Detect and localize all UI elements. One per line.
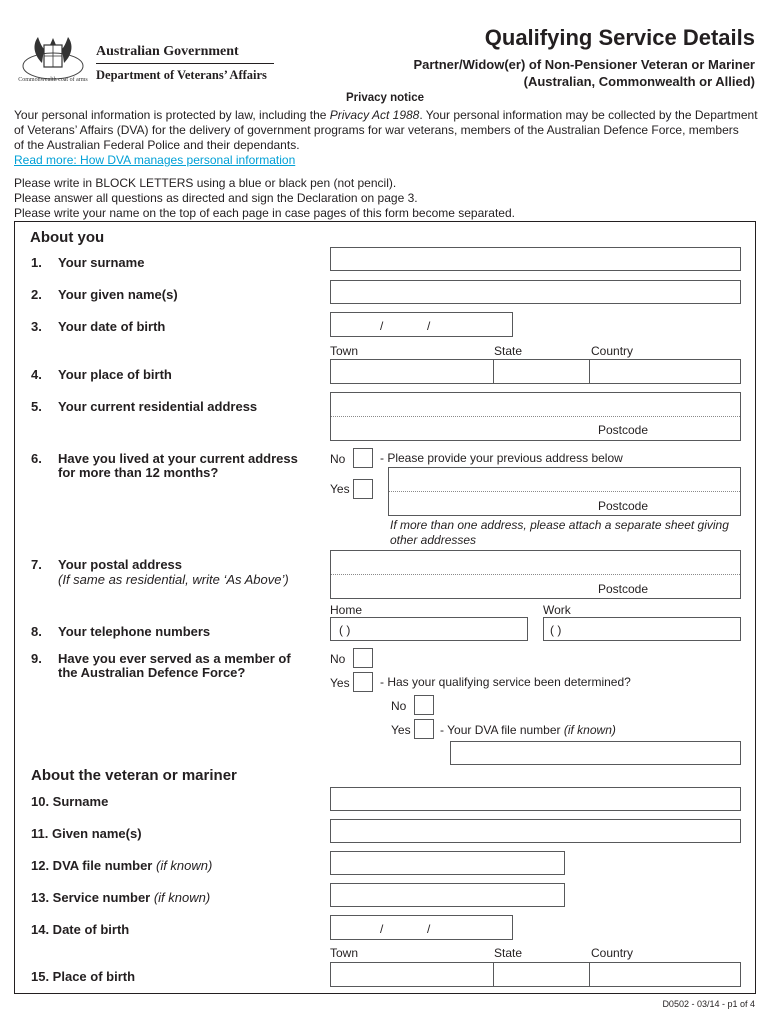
veteran-given-names-input[interactable] <box>330 819 741 843</box>
q3-number: 3. <box>31 319 42 334</box>
work-area-code: ( ) <box>550 623 562 637</box>
q12-ifknown: (if known) <box>155 858 213 873</box>
instruction-1: Please write in BLOCK LETTERS using a blue or black pen (not pencil). <box>14 176 397 190</box>
q9-yes-checkbox[interactable] <box>353 672 373 692</box>
postal-postcode-caption: Postcode <box>598 582 649 596</box>
dept-name: Department of Veterans’ Affairs <box>96 68 267 82</box>
dob-input[interactable] <box>330 312 513 337</box>
q6-no-checkbox[interactable] <box>353 448 373 468</box>
q7-number: 7. <box>31 557 42 572</box>
home-phone-input[interactable] <box>330 617 528 641</box>
q8-label: Your telephone numbers <box>58 624 211 639</box>
privacy-text-1a: Your personal information is protected by law, including the <box>14 108 330 122</box>
previous-address-input[interactable] <box>388 467 741 516</box>
veteran-country-caption: Country <box>591 946 634 960</box>
q14-label: 14. Date of birth <box>31 922 130 937</box>
veteran-surname-input[interactable] <box>330 787 741 811</box>
more-address-note-1: If more than one address, please attach a separate sheet giving <box>390 518 729 532</box>
given-names-input[interactable] <box>330 280 741 304</box>
work-caption: Work <box>543 603 571 617</box>
town-caption: Town <box>330 344 359 358</box>
place-of-birth-input[interactable] <box>330 359 741 384</box>
veteran-dob-input[interactable] <box>330 915 513 940</box>
q9-yes-label: Yes <box>330 676 350 690</box>
crest-logo <box>14 33 92 83</box>
q4-label: Your place of birth <box>58 367 172 382</box>
veteran-place-of-birth-input[interactable] <box>330 962 741 987</box>
work-phone-input[interactable] <box>543 617 741 641</box>
q8-number: 8. <box>31 624 42 639</box>
veteran-town-caption: Town <box>330 946 359 960</box>
q6-label-1: Have you lived at your current address <box>58 451 298 466</box>
dva-file-note <box>440 723 616 737</box>
q9-label-2: the Australian Defence Force? <box>58 665 246 680</box>
q13-label <box>31 890 210 905</box>
q6-yes-label: Yes <box>330 482 350 496</box>
q6-label-2: for more than 12 months? <box>58 465 219 480</box>
q15-label: 15. Place of birth <box>31 969 136 984</box>
q6-number: 6. <box>31 451 42 466</box>
q9-no-checkbox[interactable] <box>353 648 373 668</box>
privacy-text-2: of Veterans’ Affairs (DVA) for the delivery of government programs for war veterans, members of the Australian Defence Force, members <box>14 123 739 137</box>
home-caption: Home <box>330 603 363 617</box>
dva-file-note-ifknown: (if known) <box>563 723 616 737</box>
q9-no-label: No <box>330 652 346 666</box>
q11-label: 11. Given name(s) <box>31 826 142 841</box>
determined-no-checkbox[interactable] <box>414 695 434 715</box>
residential-address-input[interactable] <box>330 392 741 441</box>
q9-determined-question: - Has your qualifying service been determined? <box>380 675 631 689</box>
veteran-dob-sep-2: / <box>427 922 431 936</box>
form-title: Qualifying Service Details <box>484 25 755 50</box>
privacy-heading: Privacy notice <box>346 92 424 104</box>
veteran-dva-file-input[interactable] <box>330 851 565 875</box>
instruction-3: Please write your name on the top of each page in case pages of this form become separated. <box>14 206 515 220</box>
q7-note: (If same as residential, write ‘As Above’) <box>58 572 289 587</box>
veteran-dob-sep-1: / <box>380 922 384 936</box>
svg-text:Commonwealth coat of arms: Commonwealth coat of arms <box>18 77 88 83</box>
dob-sep-2: / <box>427 319 431 333</box>
country-caption: Country <box>591 344 634 358</box>
q7-label: Your postal address <box>58 557 183 572</box>
q2-number: 2. <box>31 287 42 302</box>
page-footer: D0502 - 03/14 - p1 of 4 <box>662 999 755 1009</box>
determined-yes-label: Yes <box>391 723 411 737</box>
residential-postcode-caption: Postcode <box>598 423 649 437</box>
q3-label: Your date of birth <box>58 319 166 334</box>
q13-ifknown: (if known) <box>153 890 211 905</box>
q12-label <box>31 858 212 873</box>
privacy-text-1b: . Your personal information may be collected by the Department <box>419 108 758 122</box>
q1-label: Your surname <box>58 255 145 270</box>
q5-number: 5. <box>31 399 42 414</box>
q6-no-label: No <box>330 452 346 466</box>
q13-label-text: 13. Service number <box>31 890 154 905</box>
instruction-2: Please answer all questions as directed and sign the Declaration on page 3. <box>14 191 418 205</box>
q2-label: Your given name(s) <box>58 287 178 302</box>
veteran-heading: About the veteran or mariner <box>31 767 237 784</box>
previous-postcode-caption: Postcode <box>598 499 649 513</box>
q6-prev-address-note: - Please provide your previous address below <box>380 451 623 465</box>
q9-number: 9. <box>31 651 42 666</box>
state-caption: State <box>494 344 523 358</box>
more-address-note-2: other addresses <box>390 533 477 547</box>
gov-name: Australian Government <box>96 44 239 59</box>
dob-sep-1: / <box>380 319 384 333</box>
veteran-service-number-input[interactable] <box>330 883 565 907</box>
q9-label-1: Have you ever served as a member of <box>58 651 291 666</box>
postal-address-input[interactable] <box>330 550 741 599</box>
q1-number: 1. <box>31 255 42 270</box>
privacy-act: Privacy Act 1988 <box>329 108 420 122</box>
home-area-code: ( ) <box>339 623 351 637</box>
privacy-link[interactable]: Read more: How DVA manages personal information <box>14 153 296 167</box>
dva-file-note-text: - Your DVA file number <box>440 723 564 737</box>
determined-yes-checkbox[interactable] <box>414 719 434 739</box>
form-subtitle-2: (Australian, Commonwealth or Allied) <box>523 74 755 89</box>
determined-no-label: No <box>391 699 407 713</box>
veteran-state-caption: State <box>494 946 523 960</box>
q6-yes-checkbox[interactable] <box>353 479 373 499</box>
form-subtitle-1: Partner/Widow(er) of Non-Pensioner Veteran or Mariner <box>413 57 755 72</box>
surname-input[interactable] <box>330 247 741 271</box>
own-dva-file-number-input[interactable] <box>450 741 741 765</box>
q4-number: 4. <box>31 367 42 382</box>
about-you-heading: About you <box>30 229 105 246</box>
q5-label: Your current residential address <box>58 399 258 414</box>
q12-label-text: 12. DVA file number <box>31 858 156 873</box>
privacy-text-3: of the Australian Federal Police and their dependants. <box>14 138 300 152</box>
q10-label: 10. Surname <box>31 794 109 809</box>
